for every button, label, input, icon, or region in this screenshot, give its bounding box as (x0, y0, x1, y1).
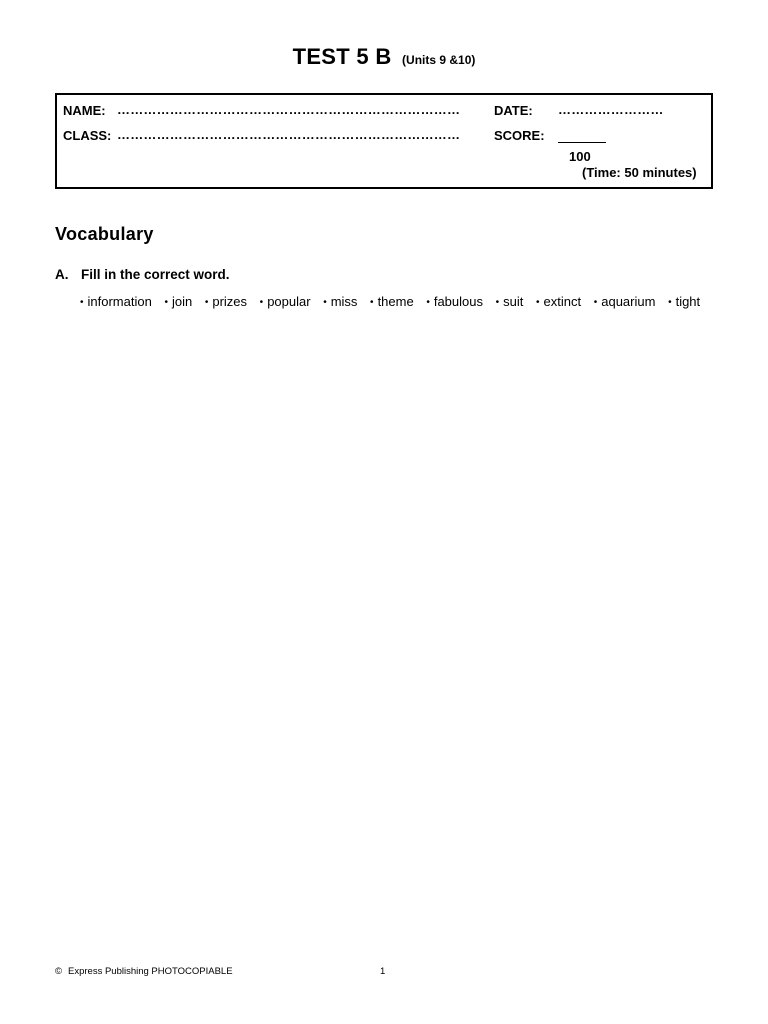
class-field[interactable]: …………………………………………………………………… (117, 127, 461, 142)
bullet-icon: • (80, 297, 84, 308)
word-bank-item: • fabulous (426, 294, 483, 309)
word-bank (80, 294, 720, 309)
exercise-letter: A. (55, 267, 69, 282)
footer-text: Express Publishing PHOTOCOPIABLE (68, 966, 233, 977)
student-info-box (55, 93, 713, 189)
time-note: (Time: 50 minutes) (582, 165, 697, 180)
word-bank-item: • aquarium (593, 294, 656, 309)
word-bank-item: • theme (370, 294, 414, 309)
bullet-icon: • (668, 297, 672, 308)
score-total: 100 (569, 149, 591, 164)
word-bank-item: • suit (495, 294, 524, 309)
section-title-vocabulary: Vocabulary (55, 224, 154, 244)
copyright-icon: © (55, 966, 62, 977)
bullet-icon: • (536, 297, 540, 308)
exercise-a-heading (55, 267, 230, 282)
class-label: CLASS: (63, 128, 112, 143)
test-title-units: (Units 9 &10) (402, 53, 476, 67)
name-field[interactable]: …………………………………………………………………… (117, 102, 461, 117)
test-title-main: TEST 5 B (292, 44, 392, 69)
word-bank-item: • join (164, 294, 193, 309)
word-bank-item: • miss (323, 294, 358, 309)
footer-copyright (55, 966, 233, 977)
date-label: DATE: (494, 103, 533, 118)
word-bank-item: • information (80, 294, 152, 309)
bullet-icon: • (370, 297, 374, 308)
name-label: NAME: (63, 103, 106, 118)
bullet-icon: • (259, 297, 264, 308)
bullet-icon: • (164, 297, 168, 308)
page-number: 1 (380, 966, 386, 977)
score-label: SCORE: (494, 128, 545, 143)
word-bank-item: • prizes (204, 294, 248, 309)
word-bank-item: • extinct (536, 294, 582, 309)
bullet-icon: • (204, 297, 209, 308)
test-title (0, 44, 768, 70)
bullet-icon: • (426, 297, 430, 308)
bullet-icon: • (323, 297, 327, 308)
word-bank-item: • popular (259, 294, 311, 309)
bullet-icon: • (593, 297, 598, 308)
bullet-icon: • (495, 297, 500, 308)
word-bank-item: • tight (668, 294, 701, 309)
exercise-instruction: Fill in the correct word. (81, 267, 230, 282)
date-field[interactable]: …………………… (558, 102, 664, 117)
score-field[interactable] (558, 142, 606, 143)
